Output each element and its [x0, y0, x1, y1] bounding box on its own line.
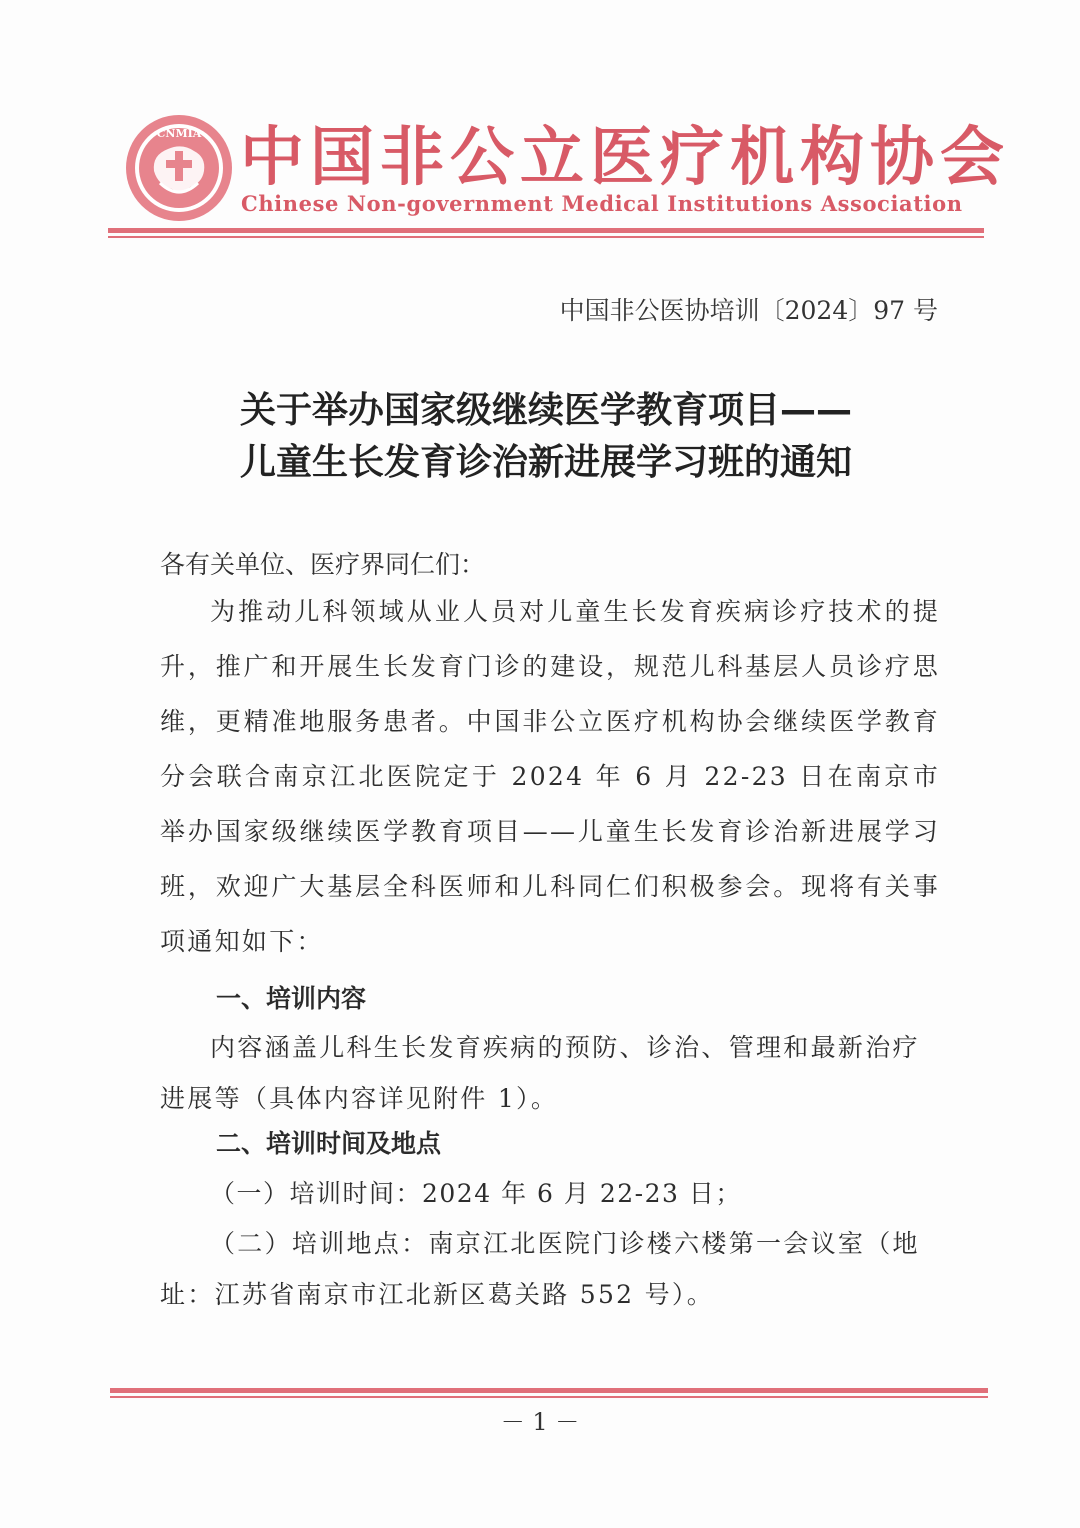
- page-number: － 1 －: [500, 1408, 580, 1436]
- title-line-2: 儿童生长发育诊治新进展学习班的通知: [239, 442, 852, 483]
- letterhead-divider-thick: [108, 228, 984, 233]
- footer-divider-thick: [110, 1388, 988, 1393]
- org-name-chinese: 中国非公立医疗机构协会: [240, 120, 1010, 195]
- seal-text: CNMIA: [156, 127, 202, 140]
- document-number: 中国非公医协培训〔2024〕97 号: [559, 296, 938, 325]
- training-content-paragraph: 内容涵盖儿科生长发育疾病的预防、诊治、管理和最新治疗进展等（具体内容详见附件 1）。: [160, 1033, 920, 1113]
- title-line-1: 关于举办国家级继续医学教育项目——: [239, 390, 852, 431]
- letterhead-divider-thin: [108, 236, 984, 238]
- intro-paragraph: 为推动儿科领域从业人员对儿童生长发育疾病诊疗技术的提升，推广和开展生长发育门诊的建设，规范儿科基层人员诊疗思维，更精准地服务患者。中国非公立医疗机构协会继续医学教育分会联合南京江北医院定于 2024 年 6 月 22-23 日在南京市举办国家级继续医学教育项目——儿童生长发育诊治新进展学习班，欢迎广大基层全科医师和儿科同仁们积极参会。现将有关事项通知如下：: [160, 597, 940, 956]
- org-name-english: Chinese Non-government Medical Institutions Association: [241, 191, 963, 216]
- training-location-item: （二）培训地点：南京江北医院门诊楼六楼第一会议室（地址：江苏省南京市江北新区葛关路 552 号）。: [160, 1229, 920, 1309]
- association-seal-logo: [124, 113, 234, 223]
- training-time-item: （一）培训时间：2024 年 6 月 22-23 日；: [210, 1179, 742, 1208]
- section-heading-time-location: 二、培训时间及地点: [216, 1129, 442, 1158]
- document-title: [108, 385, 984, 489]
- section-heading-training-content: 一、培训内容: [216, 984, 367, 1013]
- footer-divider-thin: [110, 1396, 988, 1398]
- salutation: 各有关单位、医疗界同仁们：: [160, 550, 486, 579]
